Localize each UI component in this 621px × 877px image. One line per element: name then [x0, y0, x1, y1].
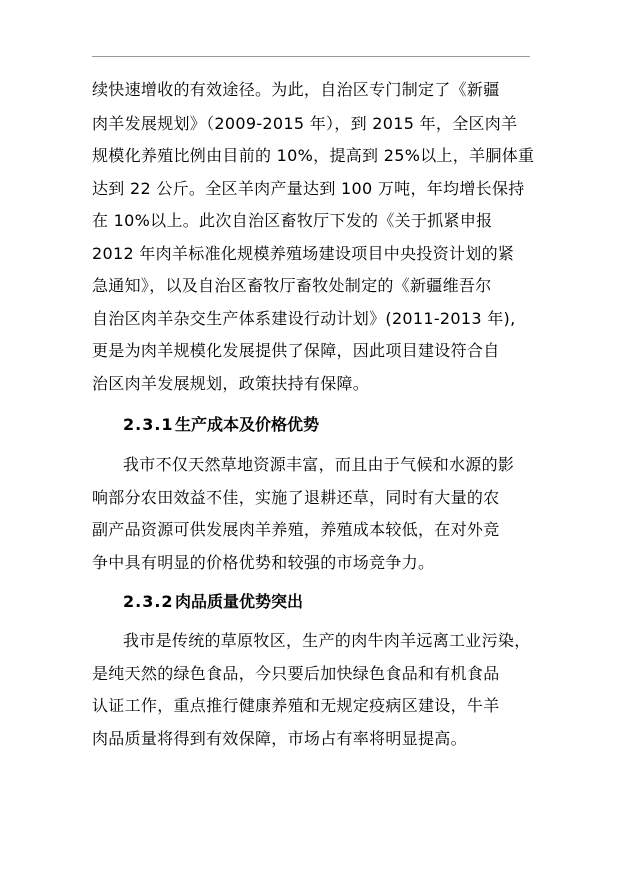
paragraph-line: 治区肉羊发展规划，政策扶持有保障。 [92, 374, 370, 393]
paragraph-line: 自治区肉羊杂交生产体系建设行动计划》(2011-2013 年), [92, 309, 516, 328]
paragraph-line: 是纯天然的绿色食品，今只要后加快绿色食品和有机食品 [92, 664, 500, 683]
paragraph-line: 副产品资源可供发展肉羊养殖，养殖成本较低，在对外竞 [92, 520, 500, 539]
section-title: 肉品质量优势突出 [175, 592, 304, 611]
paragraph-line: 更是为肉羊规模化发展提供了保障，因此项目建设符合自 [92, 341, 500, 360]
paragraph-line: 在 10%以上。此次自治区畜牧厅下发的《关于抓紧申报 [92, 211, 493, 230]
paragraph-line: 急通知》，以及自治区畜牧厅畜牧处制定的《新疆维吾尔 [92, 276, 492, 295]
paragraph-line: 肉品质量将得到有效保障，市场占有率将明显提高。 [92, 729, 467, 748]
paragraph-line: 争中具有明显的价格优势和较强的市场竞争力。 [92, 553, 435, 572]
header-rule [92, 56, 530, 57]
paragraph-line: 认证工作，重点推行健康养殖和无规定疫病区建设，牛羊 [92, 696, 500, 715]
section-heading-2-3-2 [123, 592, 303, 612]
section-heading-2-3-1 [123, 415, 319, 435]
paragraph-line: 我市是传统的草原牧区，生产的肉牛肉羊远离工业污染， [123, 631, 531, 650]
paragraph-line: 2012 年肉羊标准化规模养殖场建设项目中央投资计划的紧 [92, 244, 515, 263]
paragraph-line: 达到 22 公斤。全区羊肉产量达到 100 万吨，年均增长保持 [92, 179, 525, 198]
paragraph-line: 肉羊发展规划》（2009-2015 年），到 2015 年，全区肉羊 [92, 114, 518, 133]
paragraph-line: 响部分农田效益不佳，实施了退耕还草，同时有大量的农 [92, 488, 500, 507]
paragraph-line: 我市不仅天然草地资源丰富，而且由于气候和水源的影 [123, 455, 515, 474]
section-number: 2.3.2 [123, 592, 174, 611]
section-number: 2.3.1 [123, 415, 174, 434]
paragraph-line: 续快速增收的有效途径。为此，自治区专门制定了《新疆 [92, 80, 500, 99]
paragraph-line: 规模化养殖比例由目前的 10%，提高到 25%以上，羊胴体重 [92, 146, 535, 165]
section-title: 生产成本及价格优势 [175, 415, 320, 434]
